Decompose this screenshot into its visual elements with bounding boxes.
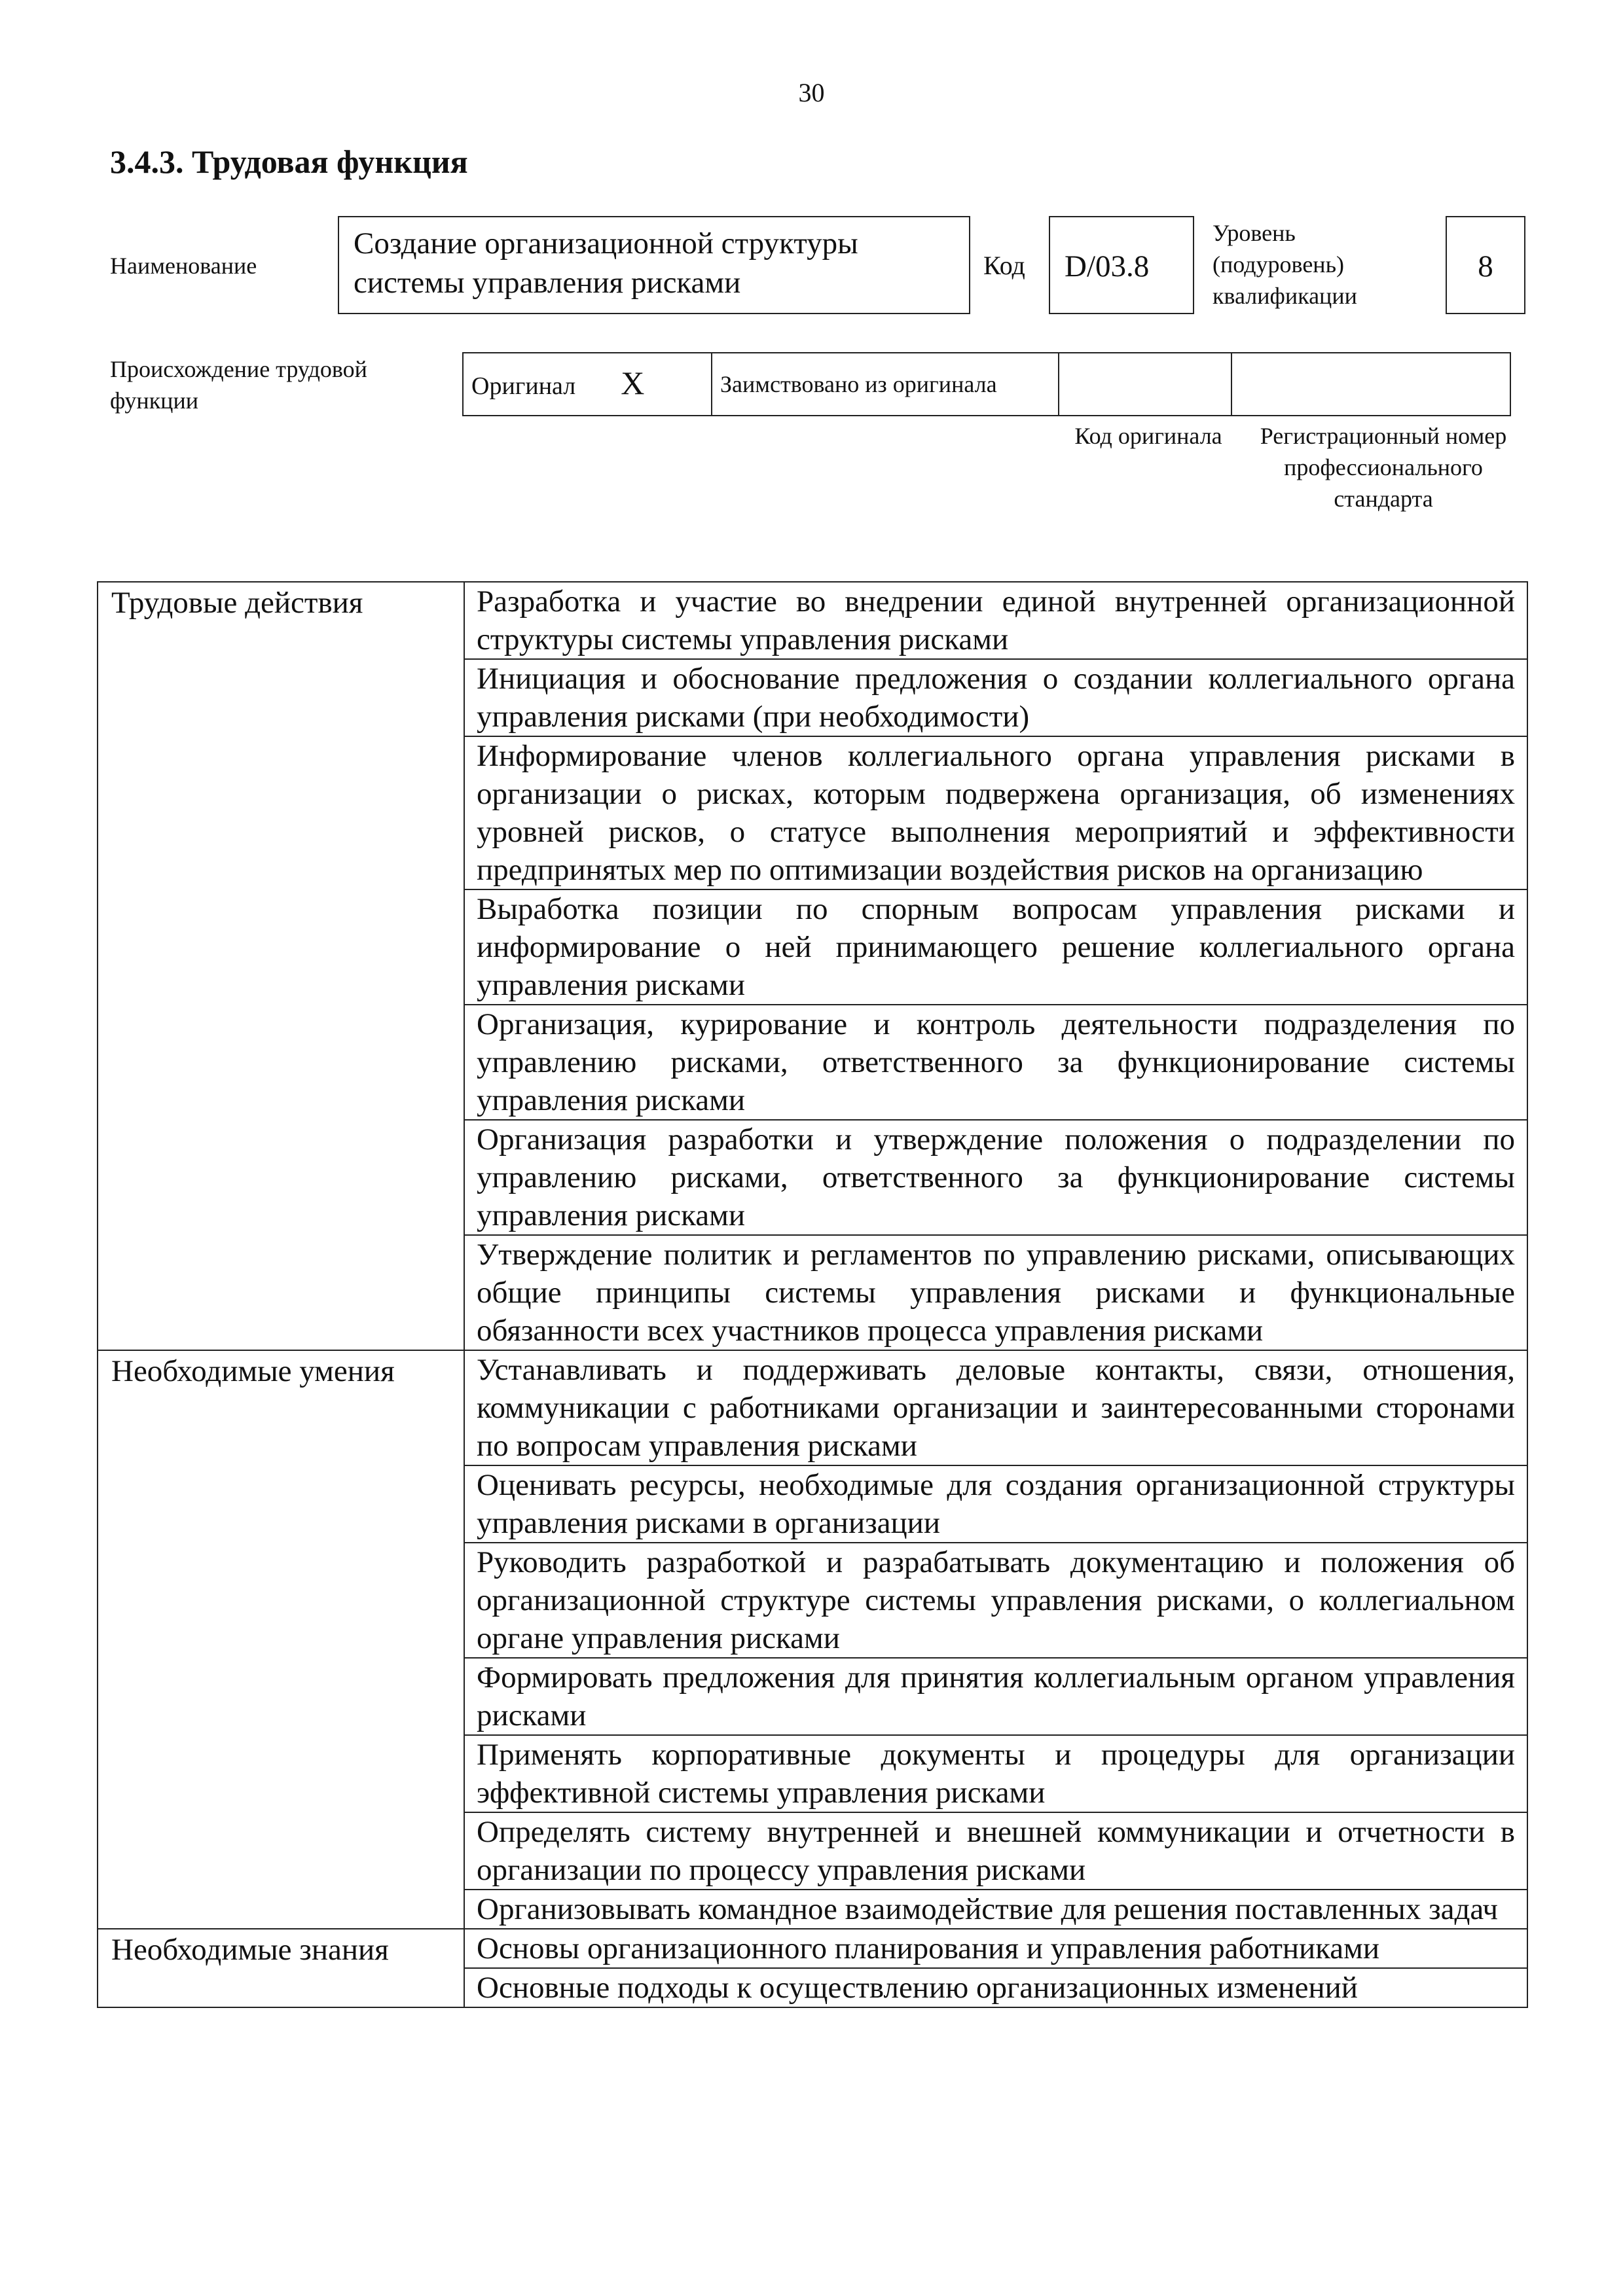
- original-mark: X: [621, 364, 645, 401]
- page-number: 30: [798, 78, 825, 107]
- section-item: Разработка и участие во внедрении единой внутренней организационной структуры системы управления рисками: [464, 582, 1527, 659]
- origin-table: [462, 352, 1511, 416]
- code-value-box: [1049, 216, 1194, 314]
- level-value: 8: [1478, 249, 1493, 283]
- level-label: Уровень (подуровень) квалификации: [1213, 220, 1357, 309]
- labor-function-table: [97, 581, 1528, 2008]
- section-item: Информирование членов коллегиального органа управления рисками в организации о рисках, которым подвержена организация, об изменениях уровней рисков, о статусе выполнения мероприятий и эффективности предпринятых мер по оптимизации воздействия рисков на организацию: [464, 736, 1527, 889]
- section-item: Организация разработки и утверждение положения о подразделении по управлению рисками, ответственного за функционирование системы управления рисками: [464, 1120, 1527, 1235]
- registration-number-caption: Регистрационный номер профессионального стандарта: [1260, 423, 1507, 512]
- table-row: [98, 1350, 1527, 1465]
- section-item: Применять корпоративные документы и процедуры для организации эффективной системы управления рисками: [464, 1735, 1527, 1812]
- registration-number-cell: [1231, 353, 1510, 416]
- section-title: Необходимые знания: [98, 1929, 464, 2007]
- name-value-box: [338, 216, 970, 314]
- level-value-box: [1446, 216, 1525, 314]
- section-item: Основы организационного планирования и управления работниками: [464, 1929, 1527, 1968]
- section-item: Формировать предложения для принятия коллегиальным органом управления рисками: [464, 1658, 1527, 1735]
- section-heading: 3.4.3. Трудовая функция: [110, 143, 468, 180]
- section-item: Основные подходы к осуществлению организационных изменений: [464, 1968, 1527, 2007]
- borrowed-cell: [712, 353, 1059, 416]
- code-label: Код: [983, 251, 1025, 280]
- section-item: Определять систему внутренней и внешней коммуникации и отчетности в организации по процессу управления рисками: [464, 1812, 1527, 1890]
- section-item: Оценивать ресурсы, необходимые для создания организационной структуры управления рисками в организации: [464, 1465, 1527, 1543]
- section-title: Трудовые действия: [98, 582, 464, 1350]
- section-item: Выработка позиции по спорным вопросам управления рисками и информирование о ней принимающего решение коллегиального органа управления рисками: [464, 889, 1527, 1005]
- section-item: Утверждение политик и регламентов по управлению рисками, описывающих общие принципы системы управления рисками и функциональные обязанности всех участников процесса управления рисками: [464, 1235, 1527, 1350]
- section-item: Организация, курирование и контроль деятельности подразделения по управлению рисками, ответственного за функционирование системы управления рисками: [464, 1005, 1527, 1120]
- section-title: Необходимые умения: [98, 1350, 464, 1929]
- original-cell: [463, 353, 712, 416]
- original-label: Оригинал: [471, 372, 576, 400]
- section-item: Организовывать командное взаимодействие для решения поставленных задач: [464, 1890, 1527, 1929]
- section-item: Руководить разработкой и разрабатывать документацию и положения об организационной структуре системы управления рисками, о коллегиальном органе управления рисками: [464, 1543, 1527, 1658]
- name-value: Создание организационной структуры системы управления рисками: [354, 226, 858, 300]
- origin-label: Происхождение трудовой функции: [110, 356, 367, 414]
- code-original-caption: Код оригинала: [1074, 423, 1222, 449]
- code-value: D/03.8: [1065, 249, 1150, 283]
- table-row: [98, 1929, 1527, 1968]
- original-code-cell: [1059, 353, 1231, 416]
- section-item: Устанавливать и поддерживать деловые контакты, связи, отношения, коммуникации с работниками организации и заинтересованными сторонами по вопросам управления рисками: [464, 1350, 1527, 1465]
- borrowed-label: Заимствовано из оригинала: [720, 371, 997, 397]
- name-label: Наименование: [110, 253, 257, 279]
- section-item: Инициация и обоснование предложения о создании коллегиального органа управления рисками (при необходимости): [464, 659, 1527, 736]
- table-row: [98, 582, 1527, 659]
